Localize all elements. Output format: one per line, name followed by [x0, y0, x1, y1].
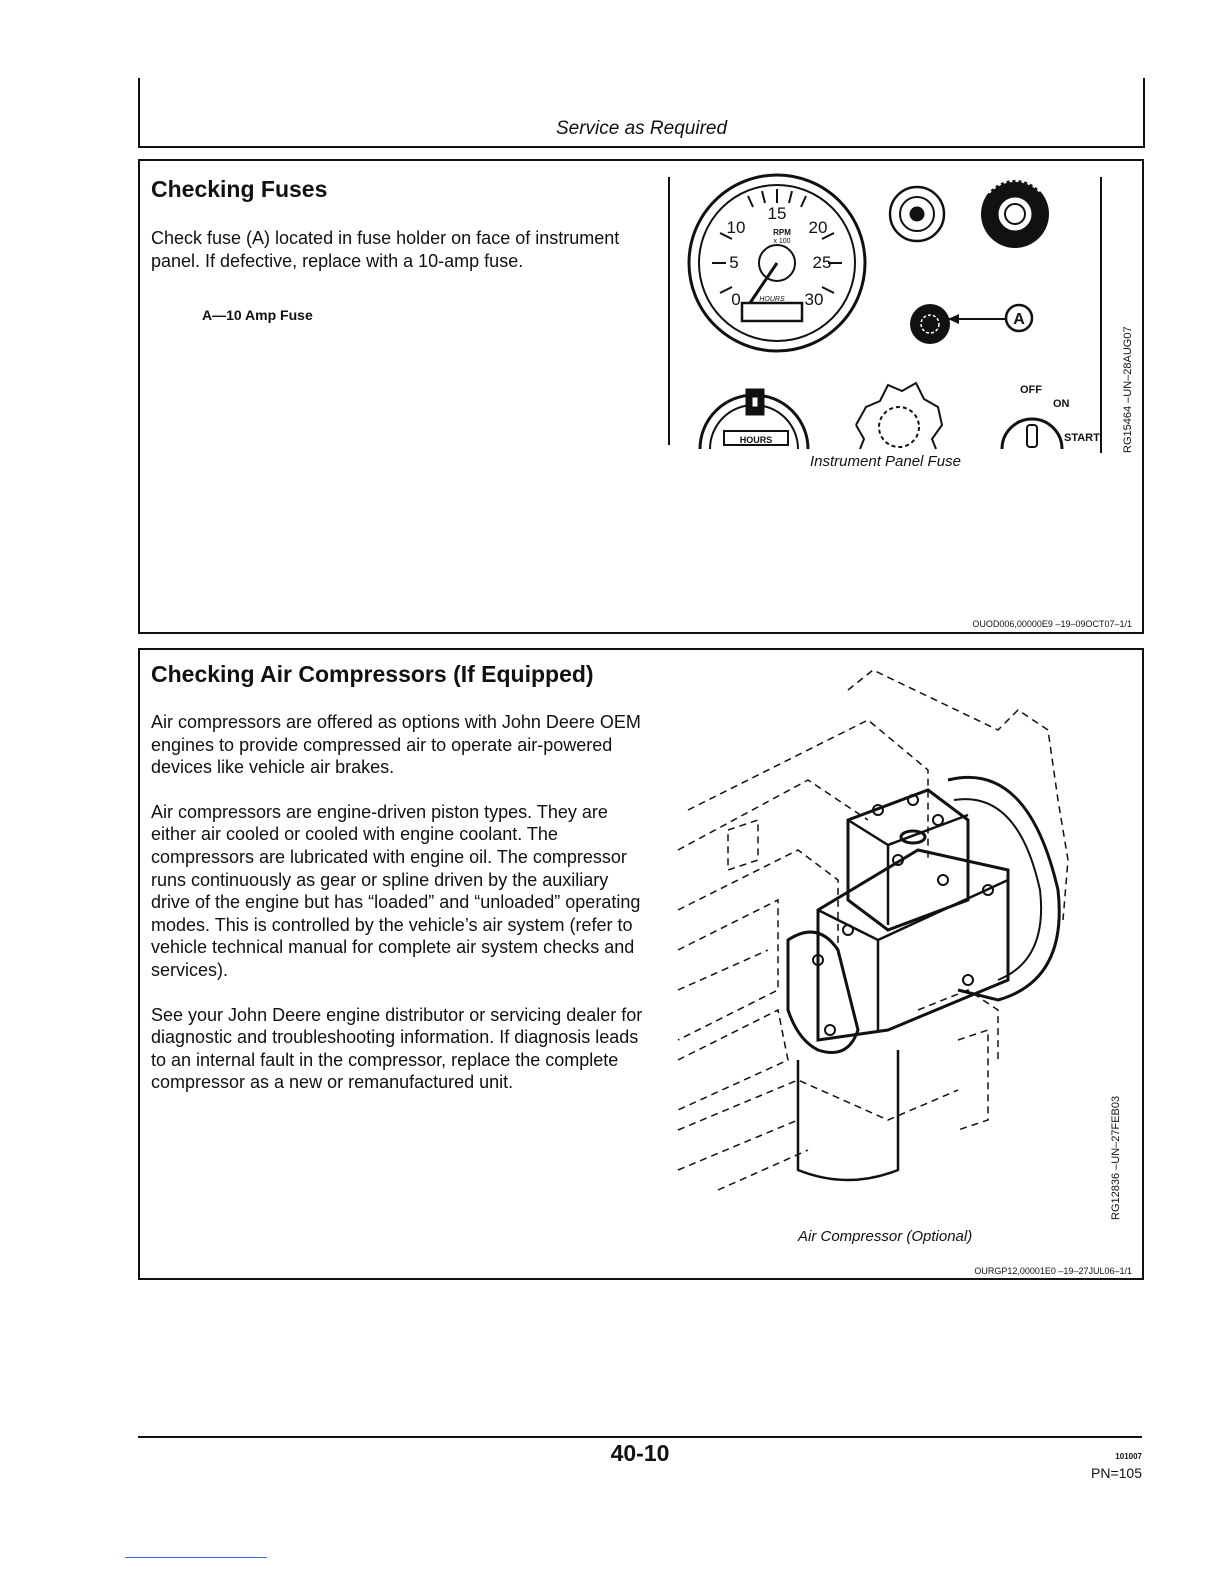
- page-header-title: Service as Required: [555, 118, 728, 139]
- tachometer-gauge: [689, 175, 865, 351]
- figure-divider-right: [1100, 177, 1102, 453]
- section-ref-code: OUOD006,00000E9 –19–09OCT07–1/1: [972, 619, 1132, 629]
- figure-side-ref: RG12836 –UN–27FEB03: [1110, 1095, 1122, 1220]
- callout-a-label: A: [1013, 311, 1025, 328]
- figure-side-ref: RG15464 –UN–28AUG07: [1122, 326, 1134, 453]
- figure-caption: Air Compressor (Optional): [798, 1228, 973, 1245]
- gauge-number-5: 5: [729, 253, 739, 272]
- gauge-number-0: 0: [731, 290, 741, 309]
- switch-off-label: OFF: [1020, 384, 1042, 396]
- gauge-number-10: 10: [726, 218, 746, 237]
- doc-code: 101007: [1115, 1452, 1142, 1461]
- decorative-rule: [125, 1557, 267, 1558]
- section-checking-fuses: [138, 159, 1144, 634]
- fuse-holder-icon: [910, 304, 1006, 344]
- legend-fuse: A—10 Amp Fuse: [202, 307, 313, 323]
- callout-a: [1006, 305, 1032, 331]
- figure-divider-left: [668, 177, 670, 445]
- body-paragraph: Check fuse (A) located in fuse holder on face of instrument panel. If defective, replace with a 10-amp fuse.: [151, 228, 620, 271]
- section-title: Checking Air Compressors (If Equipped): [151, 661, 594, 687]
- gauge-number-30: 30: [804, 290, 824, 309]
- header-frame: [138, 78, 1145, 148]
- rpm-multiplier: x 100: [773, 238, 791, 245]
- oil-pressure-gauge-icon: [981, 180, 1049, 248]
- gauge-number-20: 20: [808, 218, 828, 237]
- key-switch-icon: [1002, 419, 1062, 449]
- gauge-number-25: 25: [812, 253, 832, 272]
- page-number: 40-10: [610, 1440, 670, 1466]
- compressor-body: [788, 777, 1059, 1180]
- instrument-panel-figure: [680, 167, 1100, 457]
- body-paragraph: Air compressors are engine-driven piston types. They are either air cooled or cooled with engine coolant. The compressors are lubricated with engine oil. The compressor runs continuously as gear or spline driven by the auxiliary drive of the engine but has “loaded” and “unloaded” operating modes. This is controlled by the vehicle’s air system (refer to vehicle technical manual for complete air system checks and services).: [151, 801, 641, 980]
- section-checking-air-compressors: [138, 648, 1144, 1280]
- tach-hours-label: HOURS: [759, 296, 785, 303]
- footer-rule: [138, 1436, 1142, 1438]
- part-number: PN=105: [1091, 1465, 1142, 1481]
- switch-start-label: START: [1064, 432, 1100, 444]
- section-body: [151, 227, 651, 294]
- section-ref-code: OURGP12,00001E0 –19–27JUL06–1/1: [974, 1266, 1132, 1276]
- body-paragraph: See your John Deere engine distributor or servicing dealer for diagnostic and troubleshooting information. If diagnosis leads to an internal fault in the compressor, replace the complete compressor as a new or remanufactured unit.: [151, 1004, 643, 1093]
- figure-caption: Instrument Panel Fuse: [810, 453, 961, 470]
- throttle-knob-icon: [856, 383, 942, 449]
- section-title: Checking Fuses: [151, 176, 328, 202]
- switch-on-label: ON: [1053, 398, 1070, 410]
- gauge-number-15: 15: [767, 204, 787, 223]
- hour-meter-label: HOURS: [739, 435, 773, 445]
- air-compressor-figure: [668, 660, 1108, 1220]
- section-body: [151, 711, 651, 1116]
- rpm-label: RPM: [773, 228, 791, 237]
- warning-lamp-icon: [890, 187, 944, 241]
- body-paragraph: Air compressors are offered as options with John Deere OEM engines to provide compressed air to operate air-powered devices like vehicle air brakes.: [151, 712, 641, 778]
